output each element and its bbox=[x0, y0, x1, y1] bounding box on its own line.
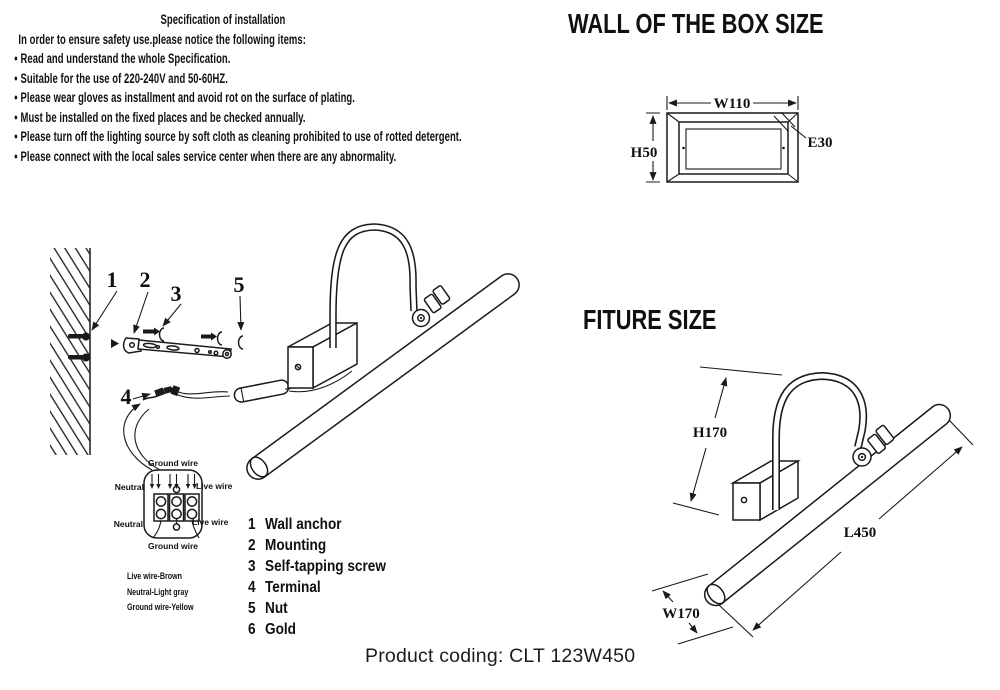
parts-list-row bbox=[248, 577, 469, 598]
l450-label: L450 bbox=[843, 525, 877, 541]
bullet-glyph: • bbox=[14, 90, 18, 105]
callout-5: 5 bbox=[233, 272, 245, 297]
spec-item-text: Must be installed on the fixed places and be checked annually. bbox=[20, 109, 306, 125]
part-number: 5 bbox=[248, 600, 256, 617]
label-ground-bottom: Ground wire bbox=[147, 541, 199, 551]
spec-item-text: Please connect with the local sales service center when there are any abnormality. bbox=[20, 148, 397, 164]
part-number: 1 bbox=[248, 516, 256, 533]
spec-item bbox=[10, 88, 528, 108]
spec-item-text: Please turn off the lighting source by soft cloth as cleaning prohibited to use of rotted detergent. bbox=[20, 129, 462, 144]
parts-list-row bbox=[248, 514, 469, 535]
fixture-heading: FITURE SIZE bbox=[583, 304, 717, 335]
bullet-glyph: • bbox=[14, 148, 18, 164]
w110-label: W110 bbox=[713, 96, 751, 112]
callout-3: 3 bbox=[170, 281, 182, 306]
wire-color-neutral: Neutral-Light gray bbox=[127, 586, 189, 598]
part-number: 4 bbox=[248, 579, 256, 596]
installation-diagram bbox=[40, 215, 580, 560]
spec-item-text: Please wear gloves as installment and avoid rot on the surface of plating. bbox=[20, 90, 355, 105]
bullet-glyph: • bbox=[14, 51, 18, 66]
product-coding: Product coding: CLT 123W450 bbox=[365, 645, 636, 667]
terminal-block bbox=[144, 470, 202, 538]
parts-list-row bbox=[248, 598, 469, 619]
spec-item bbox=[10, 147, 528, 167]
part-name: Mounting bbox=[265, 537, 327, 554]
spec-title: Specification of installation bbox=[160, 12, 286, 27]
wire-color-legend bbox=[127, 569, 247, 616]
part-name: Wall anchor bbox=[265, 516, 342, 533]
wall-hatch bbox=[50, 248, 90, 455]
part-name: Terminal bbox=[265, 579, 321, 596]
part-name: Self-tapping screw bbox=[265, 558, 386, 575]
wall-box-diagram bbox=[618, 85, 853, 197]
callout-4: 4 bbox=[120, 384, 132, 409]
part-number: 2 bbox=[248, 537, 256, 554]
lamp-wall-box bbox=[288, 323, 357, 388]
spec-item bbox=[10, 69, 528, 89]
parts-list-row bbox=[248, 556, 469, 577]
e30-label: E30 bbox=[807, 135, 833, 151]
driver-component bbox=[233, 379, 290, 403]
h170-label: H170 bbox=[692, 425, 728, 441]
spec-item-text: Suitable for the use of 220-240V and 50-60HZ. bbox=[20, 70, 228, 86]
parts-list-row bbox=[248, 619, 469, 640]
bullet-glyph: • bbox=[14, 70, 18, 86]
part-name: Gold bbox=[265, 621, 296, 638]
h50-label: H50 bbox=[630, 145, 658, 161]
l450-dimension bbox=[719, 420, 973, 637]
parts-list bbox=[248, 514, 469, 640]
wire-color-ground: Ground wire-Yellow bbox=[127, 602, 194, 613]
terminal-bundle bbox=[143, 385, 230, 400]
bullet-glyph: • bbox=[14, 129, 18, 144]
callout-2: 2 bbox=[139, 267, 151, 292]
spec-item bbox=[10, 108, 528, 128]
spec-item bbox=[10, 49, 528, 69]
part-number: 3 bbox=[248, 558, 256, 575]
specification-block bbox=[10, 10, 528, 166]
fixture-size-diagram bbox=[600, 355, 1000, 650]
callout-1: 1 bbox=[106, 267, 118, 292]
wire-color-live: Live wire-Brown bbox=[127, 571, 183, 582]
spec-item-text: Read and understand the whole Specification. bbox=[20, 51, 231, 66]
spec-intro: In order to ensure safety use.please notice the following items: bbox=[18, 31, 306, 47]
label-ground-top: Ground wire bbox=[147, 458, 199, 468]
label-live-bottom: Live wire bbox=[192, 517, 229, 527]
fixture-wall-box bbox=[733, 461, 798, 520]
spec-item bbox=[10, 127, 528, 147]
part-name: Nut bbox=[265, 600, 288, 617]
recessed-box-drawing bbox=[667, 113, 798, 182]
bullet-glyph: • bbox=[14, 109, 18, 125]
part-number: 6 bbox=[248, 621, 256, 638]
e30-dimension bbox=[774, 112, 833, 151]
label-neutral-top: Neutral bbox=[114, 482, 144, 492]
label-neutral-bottom: Neutral bbox=[113, 519, 143, 529]
wall-box-heading: WALL OF THE BOX SIZE bbox=[568, 8, 824, 39]
mounting-bracket bbox=[111, 338, 231, 358]
h50-dimension bbox=[631, 113, 660, 182]
w170-label: W170 bbox=[662, 606, 700, 622]
parts-list-row bbox=[248, 535, 469, 556]
label-live-top: Live wire bbox=[196, 481, 233, 491]
w110-dimension bbox=[667, 96, 798, 112]
